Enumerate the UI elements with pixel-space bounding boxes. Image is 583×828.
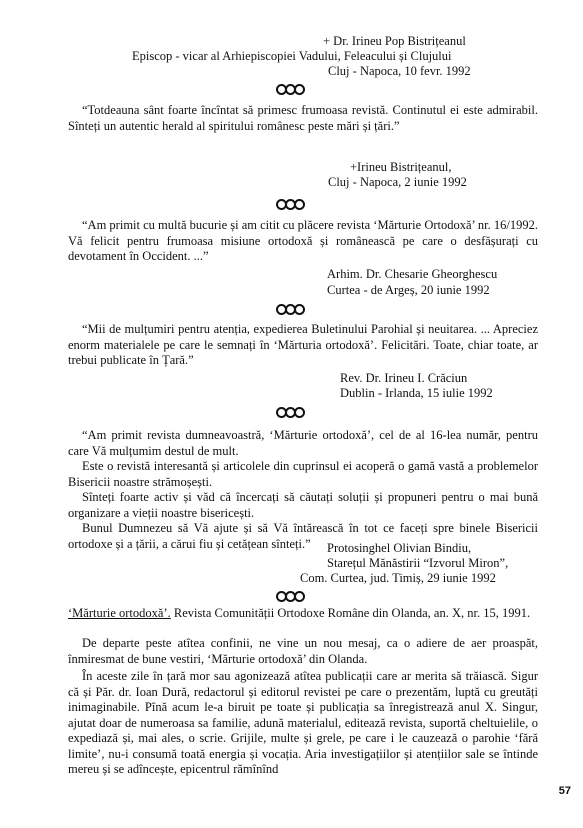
signature-line: Rev. Dr. Irineu I. Crăciun	[340, 371, 468, 385]
quote-paragraph: “Totdeauna sânt foarte încîntat să primesc frumoasa revistă. Continutul ei este admirabil. Sînteți un autentic herald al spiritului românesc peste mări și țări.”	[68, 103, 538, 133]
quote-paragraph: Sînteți foarte activ și văd că încercați să căutați soluții și propuneri pentru o mai bună organizare a vieții noastre bisericești.	[68, 490, 538, 520]
review-title: ‘Mărturie ortodoxă’.	[68, 606, 171, 620]
quote-paragraph: “Am primit cu multă bucurie și am citit cu plăcere revista ‘Mărturie Ortodoxă’ nr. 16/1992. Vă felicit pentru frumoasa misiune ortodoxă și românească pe care o desfășurați cu devotament în Occident. ...”	[68, 218, 538, 263]
ornament-icon	[276, 197, 316, 211]
quote-paragraph: Bunul Dumnezeu să Vă ajute și să Vă întărească în tot ce faceți spre binele Bisericii ortodoxe și a țării, a cărui fiu și cetățean sînteți.”	[68, 521, 538, 551]
review-heading	[68, 606, 538, 622]
quote-paragraph: “Mii de mulțumiri pentru atenția, expedierea Buletinului Parohial și neuitarea. ... Apreciez enorm materialele pe care le semnați în ‘Mărturia ortodoxă’. Felicitări. Toate, chiar toate, ar trebui publicate în Țară.”	[68, 322, 538, 367]
review-title-rest: Revista Comunității Ortodoxe Române din Olanda, an. X, nr. 15, 1991.	[170, 606, 531, 620]
signature-line: +Irineu Bistrițeanul,	[350, 160, 452, 174]
review-paragraph: În aceste zile în țară mor sau agonizează atîtea publicații care ar merita să trăiască. Sigur că și Păr. dr. Ioan Dură, redactorul și editorul revistei pe care o prezentăm, luptă cu greutăți inimaginabile. Pînă acum le-a biruit pe toate și publicația sa înregistrează anul X. Singur, ajutat doar de numeroasa sa familie, adună materialul, editează revista, suportă cheltuielile, o expediază și, mai ales, o scrie. Grijile, multe și grele, pe care i le cauzează o parohie ‘fără limite’, nu-i consumă toată energia și vocația. Aria investigațiilor și atențiilor sale se întinde mereu și se adîncește, epicentrul rămînînd	[68, 669, 538, 776]
quote-paragraph: Este o revistă interesantă și articolele din cuprinsul ei acoperă o gamă vastă a problemelor Bisericii noastre strămoșești.	[68, 459, 538, 489]
page-number: 57	[558, 785, 571, 797]
ornament-icon	[276, 405, 316, 419]
signature-line: Arhim. Dr. Chesarie Gheorghescu	[327, 267, 498, 281]
signature-line: Curtea - de Argeș, 20 iunie 1992	[327, 283, 490, 297]
signature-line: + Dr. Irineu Pop Bistrițeanul	[323, 34, 466, 48]
quote-paragraph: “Am primit revista dumneavoastră, ‘Mărturie ortodoxă’, cel de al 16-lea număr, pentru care Vă mulțumim destul de mult.	[68, 428, 538, 458]
signature-line: Protosinghel Olivian Bindiu,	[327, 541, 472, 555]
signature-line: Starețul Mănăstirii “Izvorul Miron”,	[327, 556, 509, 570]
review-paragraph: De departe peste atîtea confinii, ne vine un nou mesaj, ca o adiere de aer proaspăt, înmiresmat de bune vestiri, ‘Mărturie ortodoxă’ din Olanda.	[68, 636, 538, 666]
ornament-icon	[276, 82, 316, 96]
ornament-icon	[276, 589, 316, 603]
signature-line: Cluj - Napoca, 2 iunie 1992	[328, 175, 467, 189]
ornament-icon	[276, 302, 316, 316]
signature-line: Cluj - Napoca, 10 fevr. 1992	[328, 64, 471, 78]
signature-line: Episcop - vicar al Arhiepiscopiei Vadului, Feleacului și Clujului	[132, 49, 452, 63]
signature-line: Com. Curtea, jud. Timiș, 29 iunie 1992	[300, 571, 496, 585]
signature-line: Dublin - Irlanda, 15 iulie 1992	[340, 386, 493, 400]
